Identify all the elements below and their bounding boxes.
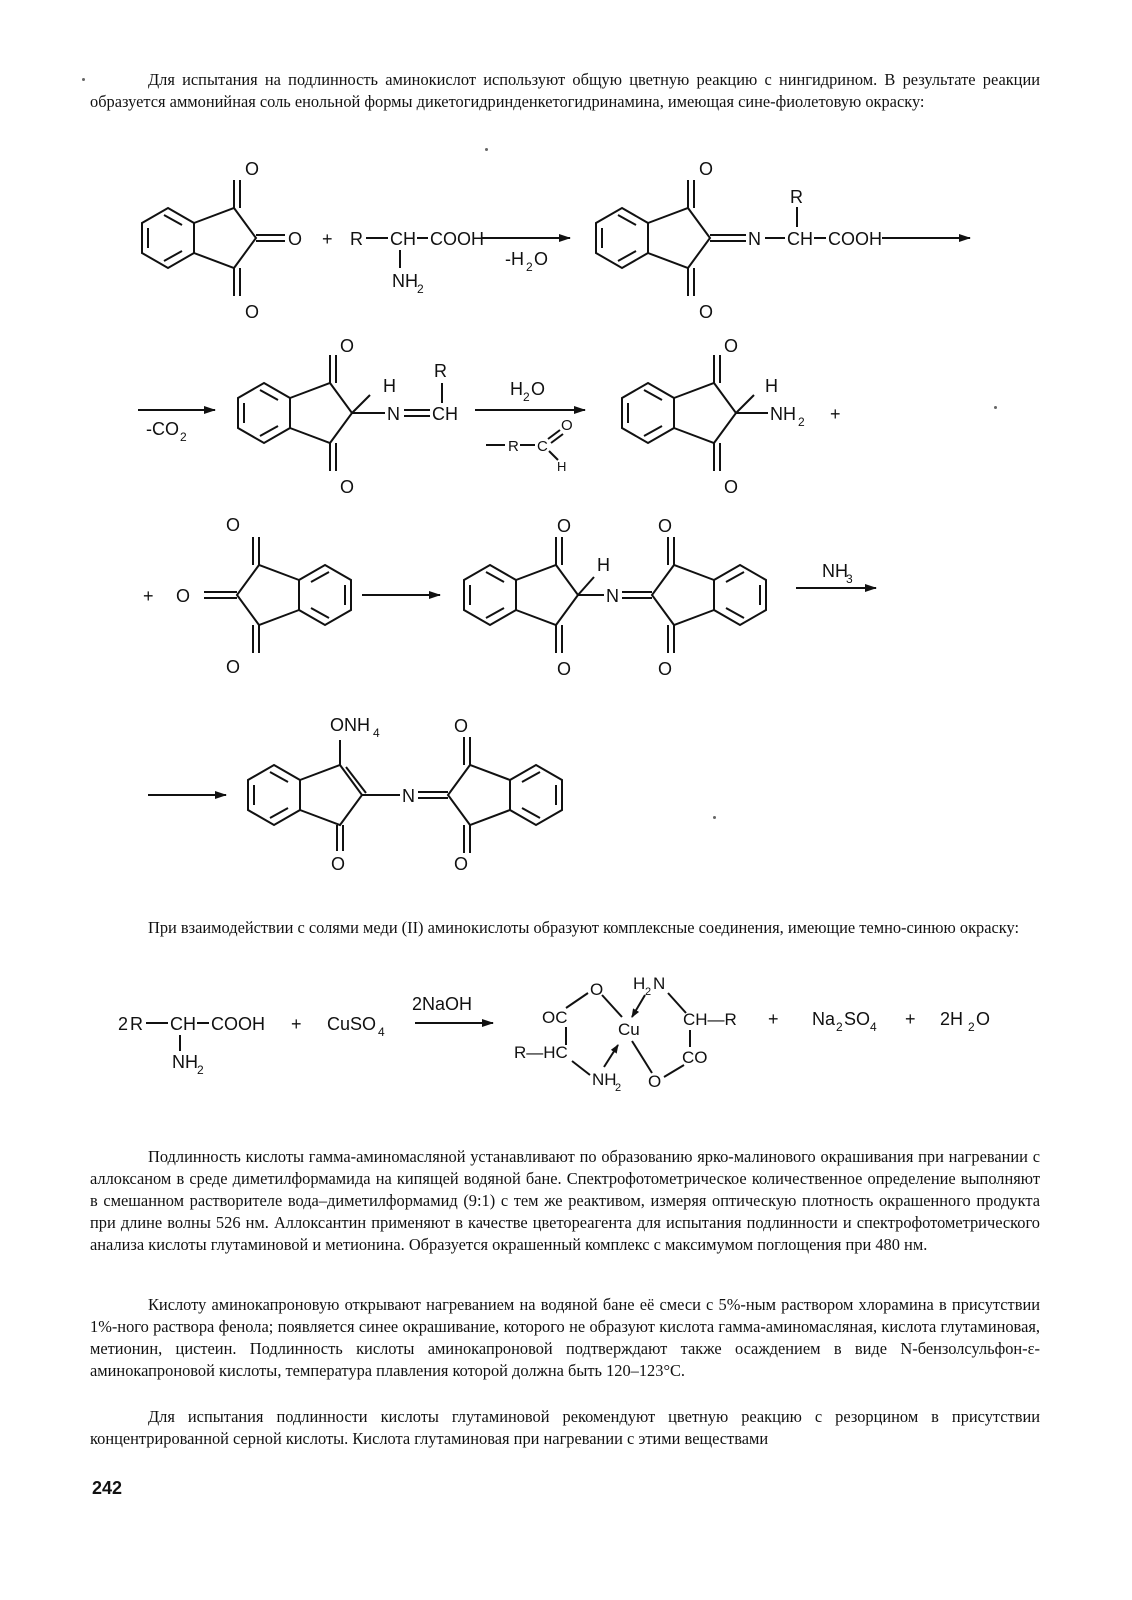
svg-text:O: O [699,302,714,322]
svg-text:O: O [658,516,673,536]
copper-sulfate: CuSO [327,1014,377,1034]
svg-text:O: O [454,854,469,874]
svg-text:R: R [130,1014,143,1034]
svg-text:NH: NH [392,271,418,291]
aminoindanedione-product [622,336,805,497]
svg-text:O: O [724,477,739,497]
sodium-sulfate: Na [812,1009,836,1029]
svg-text:N: N [653,975,666,993]
svg-text:NH: NH [592,1070,617,1089]
copper-intro-paragraph: При взаимодействии с солями меди (II) аминокислоты образуют комплексные соединения, имеющие темно-синюю окраску: [148,918,1020,937]
svg-text:O: O [226,515,241,535]
ammonia-label: NH [822,561,848,581]
svg-text:Cu: Cu [618,1020,640,1039]
svg-text:2: 2 [798,415,805,429]
svg-text:O: O [590,980,604,999]
svg-text:O: O [976,1009,991,1029]
svg-text:CH: CH [390,229,416,249]
glutamic-paragraph: Для испытания подлинности кислоты глутаминовой рекомендуют цветную реакцию с резорцином в присутствии концентрированной серной кислоты. Кислота глутаминовая при нагревании с этими веществами [90,1407,1040,1448]
water-loss-label: -H [505,249,524,269]
plus-sign: + [768,1009,779,1029]
copper-complex-scheme [0,975,1132,1105]
svg-text:O: O [658,659,673,679]
svg-text:N: N [606,586,619,606]
svg-text:3: 3 [846,572,853,586]
svg-text:2: 2 [180,430,187,444]
svg-text:COOH: COOH [828,229,882,249]
diketohydrindene-ammonium-salt [248,715,562,874]
aminocaproic-paragraph: Кислоту аминокапроновую открывают нагреванием на водяной бане её смеси с 5%-ным раствором хлорамина в присутствии 1%-ного раствора фенола; появляется синее окрашивание, которого не образуют кислота гамма-аминомасляная, кислота глутаминовая, метионин, цистеин. Подлинность кислоты аминокапроновой подтверждают также осаждением в виде N-бензолсульфон-ε-аминокапроновой кислоты, температура плавления которой должна быть 120–123°C. [90,1295,1040,1380]
svg-text:O: O [648,1072,662,1091]
svg-text:O: O [561,417,573,434]
svg-text:R: R [434,361,447,381]
amino-acid-reactant [118,1014,265,1077]
aldehyde-byproduct [486,417,573,474]
svg-text:H: H [765,376,778,396]
svg-text:2: 2 [523,390,530,404]
svg-text:C: C [537,438,548,455]
amino-acid-formula [350,229,484,296]
svg-text:CH: CH [170,1014,196,1034]
svg-text:N: N [748,229,761,249]
svg-text:O: O [454,716,469,736]
intro-paragraph: Для испытания на подлинность аминокислот используют общую цветную реакцию с нингидрином. В результате реакции образуется аммонийная соль енольной формы дикетогидринденкетогидринамина, имеющая сине-фиолетовую окраску: [90,70,1040,111]
hydrolysis-label: H [510,379,523,399]
svg-text:R: R [508,438,519,455]
plus-sign: + [322,229,333,249]
svg-text:COOH: COOH [430,229,484,249]
oxygen-top: O [245,159,260,179]
svg-text:2: 2 [526,260,533,274]
oxygen-bottom: O [245,302,260,322]
oxygen-center: O [288,229,303,249]
ninhydrin-reaction-scheme [0,155,1132,895]
svg-text:4: 4 [373,726,380,740]
svg-text:H: H [557,459,567,474]
scan-speck [485,148,488,151]
condensation-product [464,516,766,679]
svg-text:2: 2 [118,1014,129,1034]
schiff-base-intermediate [238,336,458,497]
copper-chelate-complex [514,975,737,1094]
plus-sign: + [143,586,154,606]
svg-text:O: O [531,379,546,399]
svg-text:O: O [226,657,241,677]
scan-speck [82,78,85,81]
sodium-hydroxide-condition: 2NaOH [412,994,473,1014]
svg-text:O: O [331,854,346,874]
ninhydrin-structure [142,159,302,322]
svg-text:4: 4 [870,1020,877,1034]
svg-text:N: N [387,404,400,424]
svg-text:OC: OC [542,1008,568,1027]
scan-speck [994,406,997,409]
svg-text:COOH: COOH [211,1014,265,1034]
svg-text:O: O [340,336,355,356]
svg-text:O: O [340,477,355,497]
svg-text:CH: CH [432,404,458,424]
imine-intermediate [596,159,882,322]
svg-text:2: 2 [836,1020,843,1034]
svg-text:2: 2 [615,1082,622,1094]
ammonium-oxide-group: ONH [330,715,370,735]
svg-text:N: N [402,786,415,806]
svg-text:SO: SO [844,1009,871,1029]
svg-text:R—HC: R—HC [514,1043,568,1062]
svg-text:CH: CH [787,229,813,249]
svg-text:2: 2 [197,1063,204,1077]
water-product: 2H [940,1009,964,1029]
svg-text:O: O [557,516,572,536]
gaba-paragraph: Подлинность кислоты гамма-аминомасляной устанавливают по образованию ярко-малинового окрашивания при нагревании с аллоксаном в среде диметилформамида на кипящей водяной бане. Спектрофотометрическое количественное определение выполняют в смешанном растворителе вода–диметилформамид (9:1) с тем же реактивом, измеряя оптическую плотность окрашенного продукта при длине волны 526 нм. Аллоксантин применяют в качестве цветореагента для испытания подлинности и спектрофотометрического анализа кислоты глутаминовой и метионина. Образуется окрашенный комплекс с максимумом поглощения при 480 нм. [90,1147,1040,1254]
svg-text:NH: NH [172,1052,198,1072]
svg-text:2: 2 [968,1020,975,1034]
svg-text:O: O [699,159,714,179]
svg-text:2: 2 [645,986,652,998]
svg-text:O: O [557,659,572,679]
page-number: 242 [92,1478,123,1498]
scan-speck [713,816,716,819]
svg-text:CH—R: CH—R [683,1010,737,1029]
svg-text:2: 2 [417,282,424,296]
svg-text:H: H [633,975,646,993]
svg-text:CO: CO [682,1048,708,1067]
svg-text:O: O [176,586,191,606]
svg-text:H: H [597,555,610,575]
ninhydrin-second-molecule [176,515,351,677]
svg-text:R: R [350,229,363,249]
svg-text:NH: NH [770,404,796,424]
plus-sign: + [905,1009,916,1029]
plus-sign: + [830,404,841,424]
svg-text:R: R [790,187,803,207]
svg-text:4: 4 [378,1025,385,1039]
svg-text:O: O [724,336,739,356]
svg-text:H: H [383,376,396,396]
svg-text:O: O [534,249,549,269]
plus-sign: + [291,1014,302,1034]
co2-loss-label: -CO [146,419,179,439]
